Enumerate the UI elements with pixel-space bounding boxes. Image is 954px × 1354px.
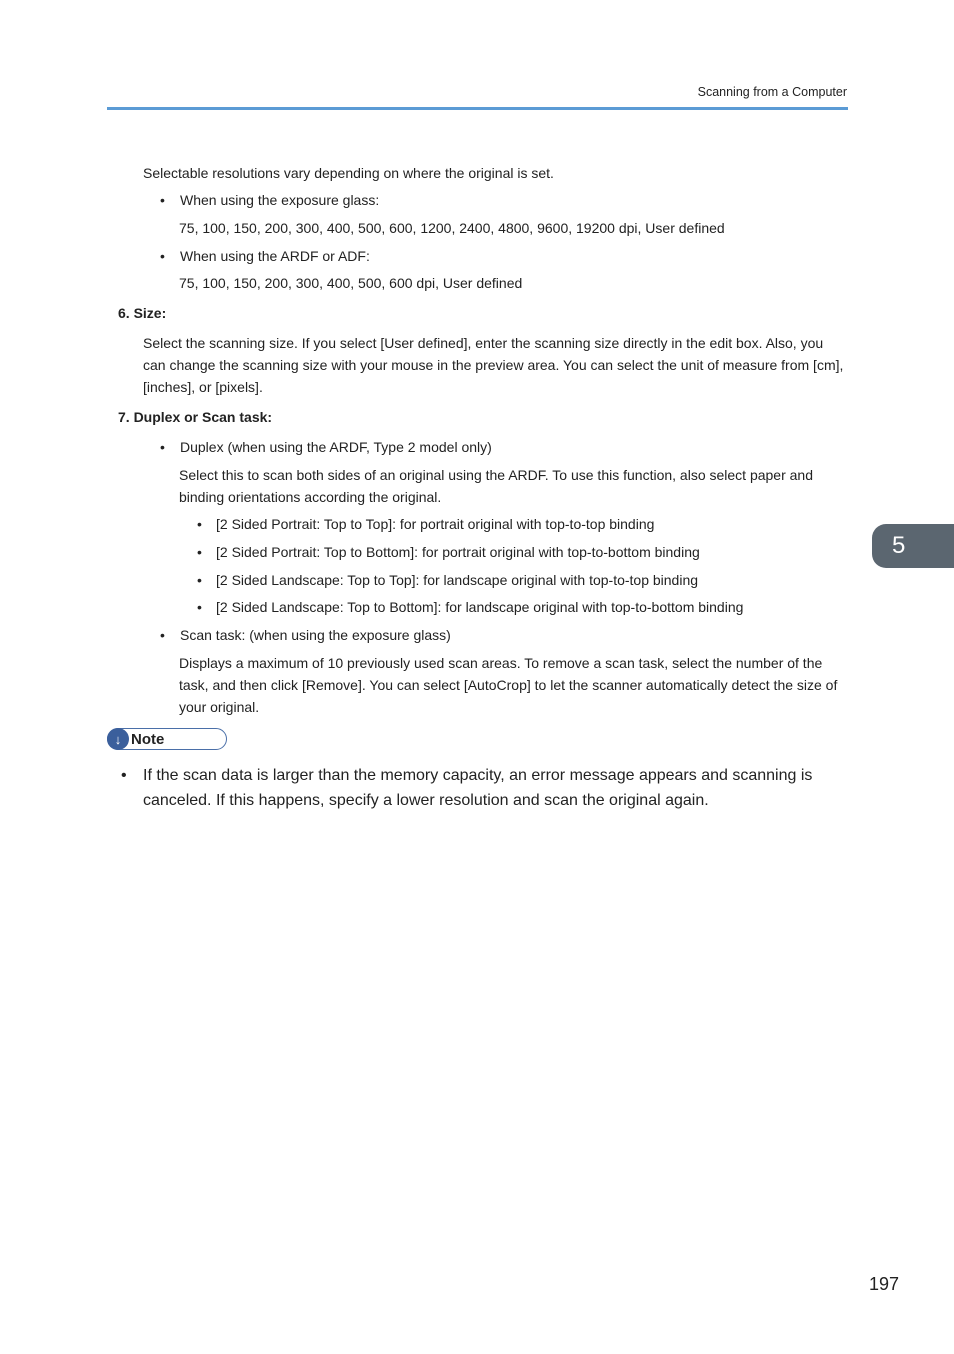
page-number: 197 xyxy=(869,1274,900,1294)
list-item xyxy=(197,569,847,591)
chapter-tab-label: 5 xyxy=(892,532,906,559)
duplex-item: Duplex (when using the ARDF, Type 2 model only) xyxy=(180,439,492,455)
glass-label: When using the exposure glass: xyxy=(180,192,380,208)
list-item xyxy=(197,596,847,618)
glass-values: 75, 100, 150, 200, 300, 400, 500, 600, 1200, 2400, 4800, 9600, 19200 dpi, User defined xyxy=(179,220,725,236)
size-body: Select the scanning size. If you select [User defined], enter the scanning size directly in the edit box. Also, you can change the scanning size with your mouse in the preview area. You can select the unit of measure from [cm], [inches], or [pixels]. xyxy=(143,335,844,395)
bullet-icon: • xyxy=(197,544,202,560)
duplex-option: [2 Sided Portrait: Top to Top]: for portrait original with top-to-top binding xyxy=(216,516,655,532)
adf-label: When using the ARDF or ADF: xyxy=(180,248,370,264)
duplex-option: [2 Sided Landscape: Top to Bottom]: for landscape original with top-to-bottom binding xyxy=(216,599,744,615)
bullet-icon: • xyxy=(160,627,165,643)
bullet-icon: • xyxy=(197,572,202,588)
bullet-icon: • xyxy=(197,516,202,532)
list-item xyxy=(160,436,850,458)
list-item xyxy=(121,763,831,813)
note-label: Note xyxy=(131,730,165,748)
duplex-option: [2 Sided Landscape: Top to Top]: for landscape original with top-to-top binding xyxy=(216,572,699,588)
bullet-icon: • xyxy=(160,248,165,264)
duplex-option: [2 Sided Portrait: Top to Bottom]: for portrait original with top-to-bottom binding xyxy=(216,544,700,560)
scan-task-desc: Displays a maximum of 10 previously used scan areas. To remove a scan task, select the number of the task, and then click [Remove]. You can select [AutoCrop] to let the scanner automatically detect the size of your original. xyxy=(179,655,838,715)
duplex-heading: 7. Duplex or Scan task: xyxy=(118,409,273,425)
adf-values: 75, 100, 150, 200, 300, 400, 500, 600 dpi, User defined xyxy=(179,275,523,291)
scan-task-item: Scan task: (when using the exposure glass) xyxy=(180,627,451,643)
bullet-icon: • xyxy=(160,192,165,208)
running-header: Scanning from a Computer xyxy=(697,85,847,99)
list-item xyxy=(197,541,847,563)
list-item xyxy=(160,245,850,267)
bullet-icon: • xyxy=(197,599,202,615)
chapter-tab xyxy=(872,524,954,568)
resolutions-intro: Selectable resolutions vary depending on where the original is set. xyxy=(143,165,554,181)
list-item xyxy=(160,624,850,646)
bullet-icon: • xyxy=(121,767,127,784)
list-item xyxy=(197,513,847,535)
header-rule xyxy=(107,107,848,110)
size-heading: 6. Size: xyxy=(118,305,167,321)
note-badge xyxy=(107,728,227,750)
bullet-icon: • xyxy=(160,439,165,455)
arrow-down-icon: ↓ xyxy=(107,728,129,750)
list-item xyxy=(160,189,850,211)
duplex-desc: Select this to scan both sides of an original using the ARDF. To use this function, also select paper and binding orientations according the original. xyxy=(179,467,814,505)
note-text: If the scan data is larger than the memory capacity, an error message appears and scanning is canceled. If this happens, specify a lower resolution and scan the original again. xyxy=(143,767,813,809)
